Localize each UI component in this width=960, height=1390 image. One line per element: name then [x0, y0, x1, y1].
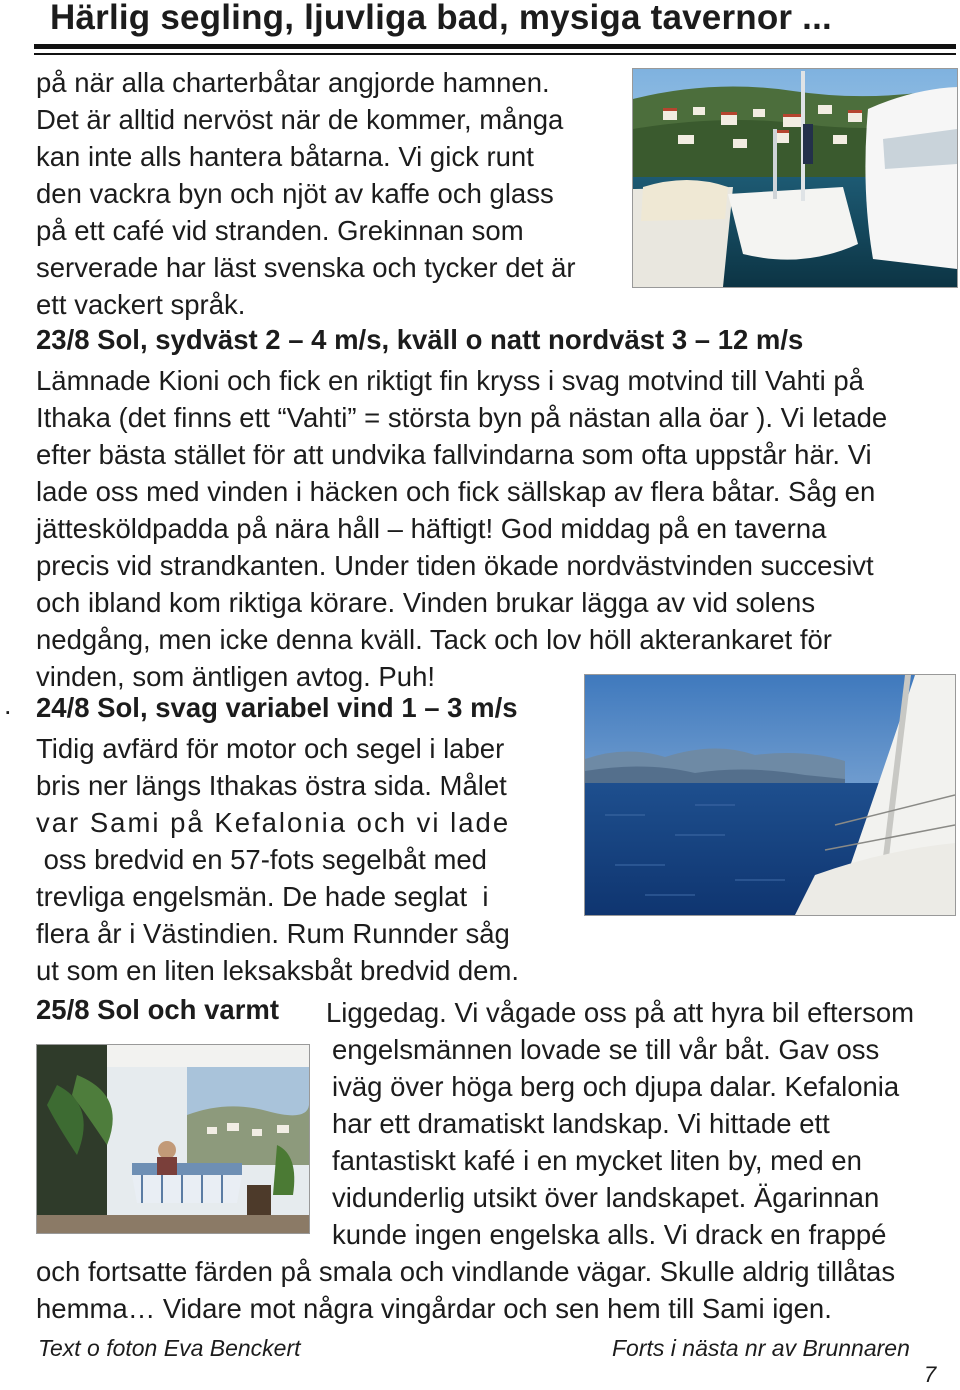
- text-line: fantastiskt kafé i en mycket liten by, med en: [332, 1145, 862, 1176]
- harbor-photo: [632, 68, 958, 288]
- text-line: vidunderlig utsikt över landskapet. Ägarinnan: [332, 1182, 880, 1213]
- text-line: och fortsatte färden på smala och vindlande vägar. Skulle aldrig tillåtas: [36, 1256, 896, 1287]
- entry-heading-23-8: 23/8 Sol, sydväst 2 – 4 m/s, kväll o natt nordväst 3 – 12 m/s: [36, 324, 804, 355]
- sailing-photo-illustration: [585, 675, 955, 915]
- page-number: 7: [924, 1362, 937, 1387]
- entry-heading-25-8: 25/8 Sol och varmt: [36, 994, 280, 1025]
- title-rule-thick: [34, 44, 956, 49]
- entry-paragraph-25-8-full: [36, 1253, 895, 1327]
- photo-credit: Text o foton Eva Benckert: [38, 1335, 301, 1361]
- text-line: på ett café vid stranden. Grekinnan som: [36, 215, 524, 246]
- text-line: och ibland kom riktiga körare. Vinden brukar lägga av vid solens: [36, 587, 816, 618]
- text-line: kan inte alls hantera båtarna. Vi gick runt: [36, 141, 534, 172]
- text-line: ut som en liten leksaksbåt bredvid dem.: [36, 955, 520, 986]
- text-line: oss bredvid en 57-fots segelbåt med: [36, 844, 487, 875]
- text-line: Ithaka (det finns ett “Vahti” = största byn på nästan alla öar ). Vi letade: [36, 402, 888, 433]
- text-line: efter bästa stället för att undvika fallvindarna som ofta uppstår här. Vi: [36, 439, 872, 470]
- title-rule-thin: [34, 53, 956, 55]
- margin-dot: .: [4, 690, 12, 720]
- text-line: kunde ingen engelska alls. Vi drack en frappé: [332, 1219, 887, 1250]
- sailing-photo: [584, 674, 956, 916]
- cafe-photo-illustration: [37, 1045, 309, 1233]
- text-line: Liggedag. Vi vågade oss på att hyra bil eftersom: [326, 997, 915, 1028]
- harbor-photo-illustration: [633, 69, 957, 287]
- text-line: jättesköldpadda på nära håll – häftigt! God middag på en taverna: [36, 513, 827, 544]
- text-line: serverade har läst svenska och tycker det är: [36, 252, 576, 283]
- text-line: lade oss med vinden i häcken och fick sällskap av flera båtar. Såg en: [36, 476, 876, 507]
- text-line: Tidig avfärd för motor och segel i laber: [36, 733, 505, 764]
- intro-paragraph: [36, 64, 576, 323]
- text-line: hemma… Vidare mot några vingårdar och sen hem till Sami igen.: [36, 1293, 832, 1324]
- continued-note: Forts i nästa nr av Brunnaren: [612, 1335, 910, 1361]
- page-title: Härlig segling, ljuvliga bad, mysiga tavernor ...: [50, 0, 832, 37]
- text-line: trevliga engelsmän. De hade seglat i: [36, 881, 489, 912]
- entry-paragraph-23-8: [36, 362, 887, 695]
- text-line: bris ner längs Ithakas östra sida. Målet: [36, 770, 507, 801]
- text-line: flera år i Västindien. Rum Runnder såg: [36, 918, 510, 949]
- entry-heading-24-8: 24/8 Sol, svag variabel vind 1 – 3 m/s: [36, 692, 518, 723]
- text-line: var Sami på Kefalonia och vi lade: [36, 807, 511, 838]
- text-line: den vackra byn och njöt av kaffe och glass: [36, 178, 554, 209]
- text-line: vinden, som äntligen avtog. Puh!: [36, 661, 436, 692]
- text-line: på när alla charterbåtar angjorde hamnen.: [36, 67, 550, 98]
- text-line: har ett dramatiskt landskap. Vi hittade ett: [332, 1108, 830, 1139]
- entry-paragraph-25-8-right: [326, 994, 914, 1253]
- text-line: iväg över höga berg och djupa dalar. Kefalonia: [332, 1071, 900, 1102]
- text-line: engelsmännen lovade se till vår båt. Gav oss: [332, 1034, 880, 1065]
- text-line: Det är alltid nervöst när de kommer, många: [36, 104, 564, 135]
- text-line: Lämnade Kioni och fick en riktigt fin kryss i svag motvind till Vahti på: [36, 365, 864, 396]
- text-line: precis vid strandkanten. Under tiden ökade nordvästvinden succesivt: [36, 550, 874, 581]
- text-line: ett vackert språk.: [36, 289, 246, 320]
- cafe-photo: [36, 1044, 310, 1234]
- text-line: nedgång, men icke denna kväll. Tack och lov höll akterankaret för: [36, 624, 832, 655]
- entry-paragraph-24-8: [36, 730, 519, 989]
